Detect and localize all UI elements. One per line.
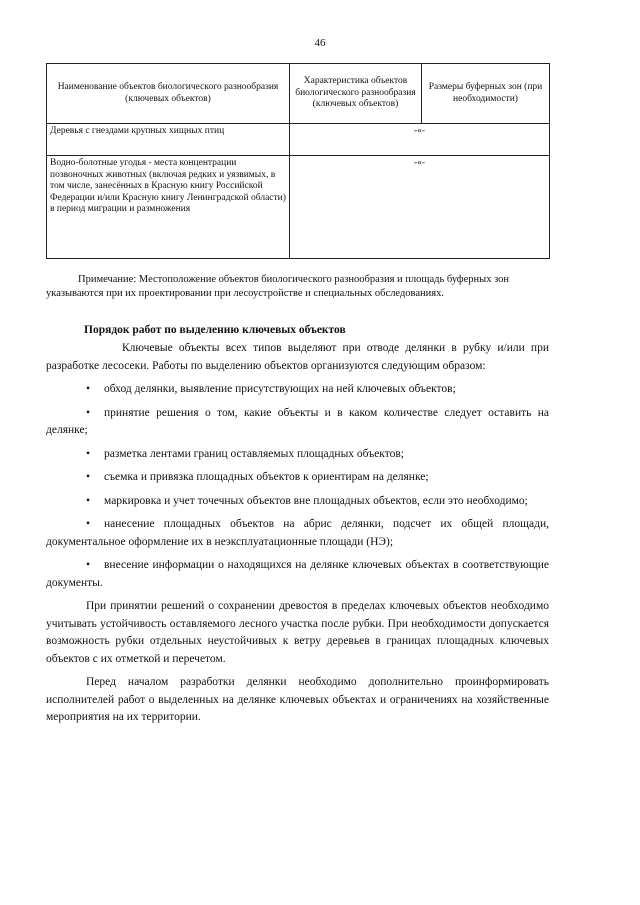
table-note: Примечание: Местоположение объектов биологического разнообразия и площадь буферных зон указываются при их проектировании при лесоустройстве и специальных обследованиях. <box>46 274 510 299</box>
bullet-icon: • <box>86 471 91 483</box>
list-item-text: обход делянки, выявление присутствующих на ней ключевых объектов; <box>104 383 456 395</box>
header-object-name: Наименование объектов биологического разнообразия (ключевых объектов) <box>47 64 290 124</box>
biodiversity-objects-table <box>46 63 550 259</box>
table-cell-object-name: Водно-болотные угодья - места концентрации позвоночных животных (включая редких и уязвимых, в том числе, занесённых в Красную книгу Российской Федерации и/или Красную книгу Ленинградской области) в период миграции и размножения <box>47 156 290 259</box>
bullet-icon: • <box>86 559 91 571</box>
list-item <box>46 557 549 592</box>
body-paragraph: Перед началом разработки делянки необходимо дополнительно проинформировать исполнителей работ о выделенных на делянке ключевых объектах и ограничениях на хозяйственные мероприятия на их территории. <box>46 676 549 723</box>
table-cell-ditto: -«- <box>290 124 550 156</box>
list-item-text: внесение информации о находящихся на делянке ключевых объектах в соответствующие документы. <box>46 559 549 589</box>
page-number: 46 <box>314 37 326 49</box>
table-header-row <box>47 64 550 124</box>
table-row <box>47 124 550 156</box>
table-row <box>47 156 550 259</box>
list-item-text: съемка и привязка площадных объектов к ориентирам на делянке; <box>104 471 429 483</box>
table-cell-ditto: -«- <box>290 156 550 259</box>
bullet-icon: • <box>86 494 91 507</box>
body-paragraph: При принятии решений о сохранении древостоя в пределах ключевых объектов необходимо учитывать устойчивость оставляемого лесного участка после рубки. При необходимости допускается возможность рубки отдельных неустойчивых к ветру деревьев в границах площадных ключевых объектов с их отметкой и перечетом. <box>46 600 549 665</box>
bullet-icon: • <box>86 383 91 395</box>
list-item-text: принятие решения о том, какие объекты и в каком количестве следует оставить на делянке; <box>46 406 549 436</box>
list-item-text: нанесение площадных объектов на абрис делянки, подсчет их общей площади, документальное оформление их в неэксплуатационные площади (НЭ); <box>46 518 549 548</box>
list-item-text: разметка лентами границ оставляемых площадных объектов; <box>104 447 404 460</box>
list-item <box>46 493 549 511</box>
list-item <box>46 405 549 440</box>
bullet-icon: • <box>86 447 91 460</box>
list-item-text: маркировка и учет точечных объектов вне площадных объектов, если это необходимо; <box>104 494 528 507</box>
bullet-icon: • <box>86 406 91 419</box>
bullet-icon: • <box>86 518 91 530</box>
list-item <box>46 469 549 487</box>
header-buffer-zone-size: Размеры буферных зон (при необходимости) <box>422 64 550 124</box>
section-heading: Порядок работ по выделению ключевых объектов <box>84 324 346 336</box>
list-item <box>46 381 549 399</box>
list-item <box>46 516 549 551</box>
header-object-characteristics: Характеристика объектов биологического разнообразия (ключевых объектов) <box>290 64 422 124</box>
intro-paragraph: Ключевые объекты всех типов выделяют при отводе делянки в рубку и/или при разработке лесосеки. Работы по выделению объектов организуются следующим образом: <box>46 342 549 372</box>
list-item <box>46 446 549 464</box>
table-cell-object-name: Деревья с гнездами крупных хищных птиц <box>47 124 290 156</box>
body-text <box>46 340 549 727</box>
